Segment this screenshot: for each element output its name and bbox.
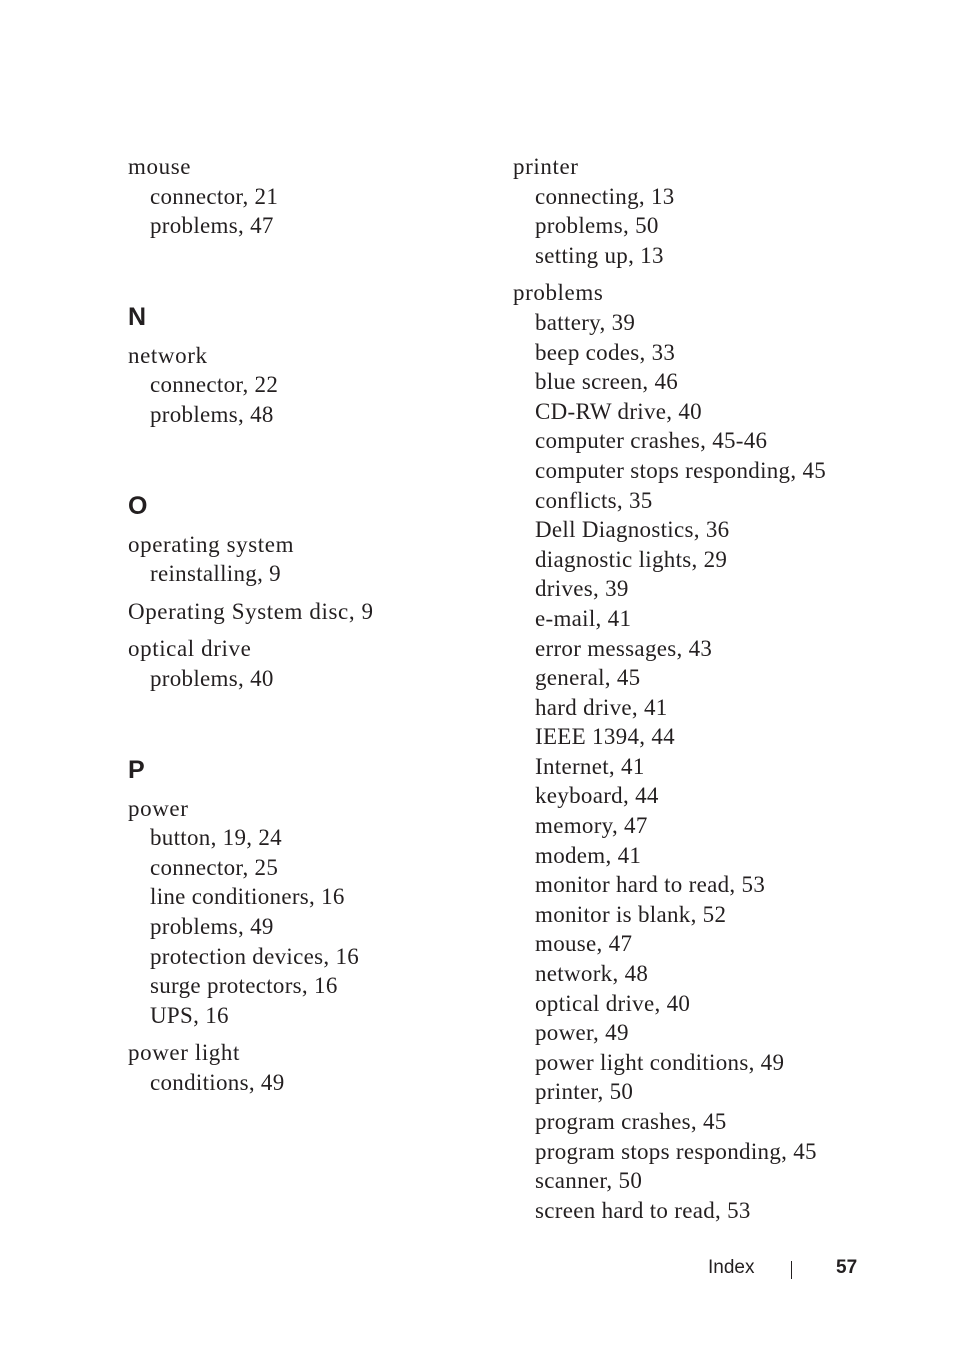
footer-section-label: Index xyxy=(708,1257,755,1278)
index-term: power light xyxy=(128,1040,240,1066)
index-right-column xyxy=(513,152,873,1225)
index-subterm: setting up, 13 xyxy=(535,242,664,268)
index-subterm: memory, 47 xyxy=(535,813,648,839)
index-subterm: problems, 50 xyxy=(535,213,659,239)
index-subterm: reinstalling, 9 xyxy=(150,561,281,587)
index-subterm: conflicts, 35 xyxy=(535,487,653,513)
index-subterm: battery, 39 xyxy=(535,309,636,335)
section-letter-n: N xyxy=(128,302,147,331)
index-entry-network xyxy=(128,341,488,430)
index-subterm: computer stops responding, 45 xyxy=(535,457,827,483)
index-term: mouse xyxy=(128,154,192,179)
index-subterm: general, 45 xyxy=(535,665,641,691)
index-subterm: modem, 41 xyxy=(535,842,642,868)
index-term: optical drive xyxy=(128,636,252,662)
index-term: problems xyxy=(513,280,604,306)
index-entry-mouse xyxy=(128,152,488,241)
index-subterm: error messages, 43 xyxy=(535,635,713,661)
index-subterm: problems, 47 xyxy=(150,213,274,239)
index-subterm: Dell Diagnostics, 36 xyxy=(535,517,730,543)
footer-divider xyxy=(791,1261,792,1279)
section-letter-o: O xyxy=(128,491,148,520)
index-subterm: connector, 22 xyxy=(150,372,279,398)
index-subterm: monitor hard to read, 53 xyxy=(535,872,766,898)
index-entry-printer xyxy=(513,152,873,270)
index-subterm: Internet, 41 xyxy=(535,753,645,779)
index-entry-optical-drive xyxy=(128,634,488,693)
index-subterm: CD-RW drive, 40 xyxy=(535,398,702,424)
index-subterm: optical drive, 40 xyxy=(535,990,691,1016)
index-subterm: screen hard to read, 53 xyxy=(535,1197,751,1223)
index-subterm: problems, 48 xyxy=(150,401,274,427)
index-term: Operating System disc, 9 xyxy=(128,598,374,624)
index-subterm: program stops responding, 45 xyxy=(535,1138,817,1164)
index-subterm: connecting, 13 xyxy=(535,183,675,209)
index-subterm: problems, 49 xyxy=(150,913,274,939)
index-subterm: blue screen, 46 xyxy=(535,369,679,395)
index-subterm: scanner, 50 xyxy=(535,1168,643,1194)
index-subterm: connector, 21 xyxy=(150,183,279,209)
index-subterm: line conditioners, 16 xyxy=(150,884,345,910)
index-subterm: beep codes, 33 xyxy=(535,339,676,365)
index-subterm: monitor is blank, 52 xyxy=(535,901,727,927)
index-subterm: mouse, 47 xyxy=(535,931,633,957)
index-entry-operating-system xyxy=(128,530,488,589)
index-subterm: program crashes, 45 xyxy=(535,1109,727,1134)
index-subterm: network, 48 xyxy=(535,961,649,987)
section-letter-p: P xyxy=(128,755,145,784)
page-footer xyxy=(0,1255,954,1283)
index-entry-problems xyxy=(513,278,873,1225)
index-subterm: keyboard, 44 xyxy=(535,783,659,809)
index-subterm: button, 19, 24 xyxy=(150,825,282,851)
index-subterm: printer, 50 xyxy=(535,1079,634,1105)
index-subterm: protection devices, 16 xyxy=(150,943,360,969)
index-entry-power-light xyxy=(128,1038,488,1097)
index-subterm: e-mail, 41 xyxy=(535,605,632,631)
index-subterm: power, 49 xyxy=(535,1020,629,1046)
index-subterm: conditions, 49 xyxy=(150,1069,285,1095)
index-subterm: hard drive, 41 xyxy=(535,694,668,720)
index-subterm: power light conditions, 49 xyxy=(535,1049,785,1075)
index-subterm: surge protectors, 16 xyxy=(150,973,338,999)
index-subterm: problems, 40 xyxy=(150,665,274,691)
index-entry-operating-system-disc xyxy=(128,597,488,627)
index-term: operating system xyxy=(128,531,295,557)
index-entry-power xyxy=(128,794,488,1031)
index-term: printer xyxy=(513,154,579,179)
index-left-column xyxy=(128,152,488,1097)
index-subterm: UPS, 16 xyxy=(150,1002,229,1028)
page-number: 57 xyxy=(836,1257,858,1278)
index-subterm: diagnostic lights, 29 xyxy=(535,546,728,572)
index-subterm: connector, 25 xyxy=(150,854,279,880)
index-term: power xyxy=(128,795,189,821)
index-subterm: computer crashes, 45-46 xyxy=(535,428,768,454)
index-term: network xyxy=(128,342,208,368)
index-subterm: drives, 39 xyxy=(535,576,629,602)
index-subterm: IEEE 1394, 44 xyxy=(535,724,675,750)
